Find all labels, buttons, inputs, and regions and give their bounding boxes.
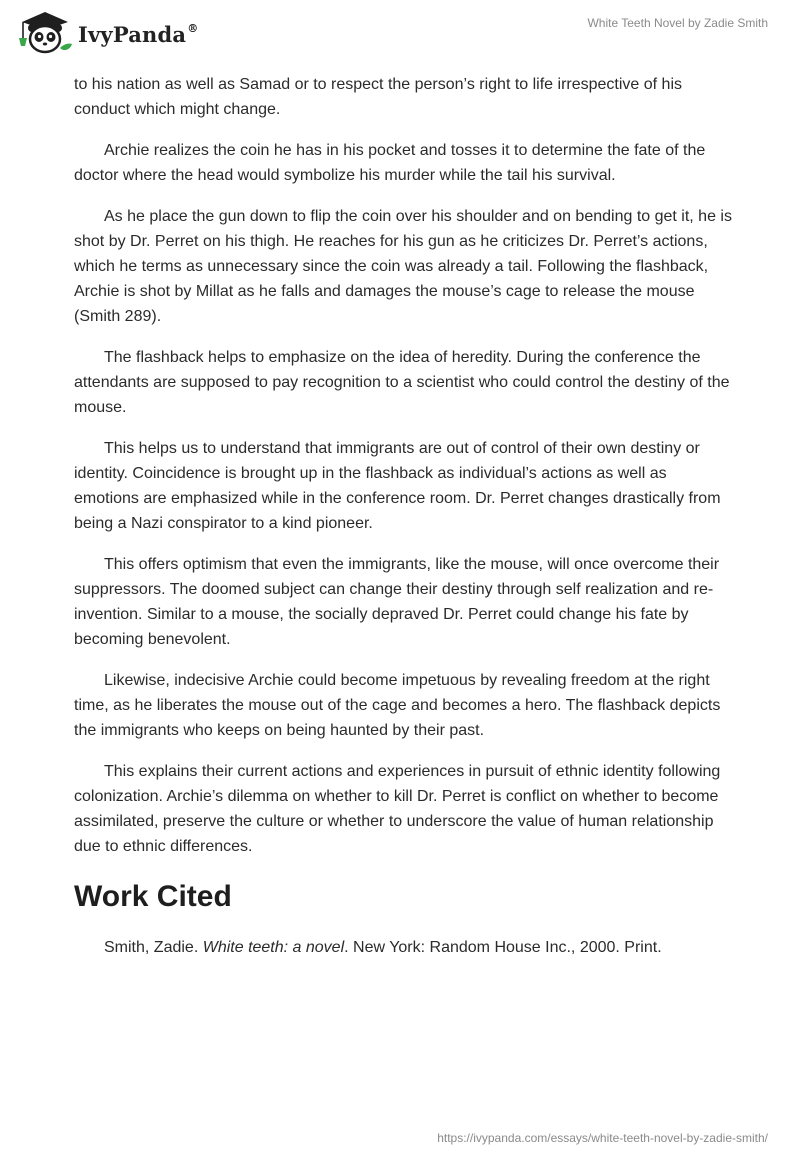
citation-entry — [74, 935, 734, 960]
paragraph: Likewise, indecisive Archie could become impetuous by revealing freedom at the right time, as he liberates the mouse out of the cage and becomes a hero. The flashback depicts the immigrants who keeps on being haunted by their past. — [74, 672, 721, 739]
paragraph: to his nation as well as Samad or to respect the person’s right to life irrespective of his conduct which might change. — [74, 76, 683, 118]
citation-publication: . New York: Random House Inc., 2000. Print. — [344, 939, 662, 956]
paragraph: Archie realizes the coin he has in his pocket and tosses it to determine the fate of the doctor where the head would symbolize his murder while the tail his survival. — [74, 142, 706, 184]
paragraph: This helps us to understand that immigrants are out of control of their own destiny or identity. Coincidence is brought up in the flashback as individual’s actions as well as emotions are emphasized while in the conference room. Dr. Perret changes drastically from being a Nazi conspirator to a kind pioneer. — [74, 440, 721, 532]
running-title: White Teeth Novel by Zadie Smith — [587, 16, 768, 30]
works-cited-heading: Work Cited — [74, 880, 232, 913]
paragraph: This explains their current actions and experiences in pursuit of ethnic identity following colonization. Archie’s dilemma on whether to kill Dr. Perret is conflict on whether to become assimilated, preserve the culture or whether to underscore the value of human relationship due to ethnic differences. — [74, 763, 721, 855]
paragraph: As he place the gun down to flip the coin over his shoulder and on bending to get it, he is shot by Dr. Perret on his thigh. He reaches for his gun as he criticizes Dr. Perret’s actions, which he terms as unnecessary since the coin was already a tail. Following the flashback, Archie is shot by Millat as he falls and damages the mouse’s cage to release the mouse (Smith 289). — [74, 208, 732, 325]
citation-author: Smith, Zadie. — [104, 939, 199, 956]
page-header — [0, 0, 800, 70]
essay-body — [74, 72, 734, 960]
paragraph: This offers optimism that even the immigrants, like the mouse, will once overcome their suppressors. The doomed subject can change their destiny through self realization and re-invention. Similar to a mouse, the socially depraved Dr. Perret could change his fate by becoming benevolent. — [74, 556, 720, 648]
paragraph: The flashback helps to emphasize on the idea of heredity. During the conference the attendants are supposed to pay recognition to a scientist who could control the destiny of the mouse. — [74, 349, 730, 416]
ivypanda-logo-icon[interactable] — [14, 8, 76, 54]
citation-title: White teeth: a novel — [202, 939, 345, 956]
brand-name[interactable]: IvyPanda® — [78, 22, 199, 47]
footer-url[interactable]: https://ivypanda.com/essays/white-teeth-novel-by-zadie-smith/ — [437, 1131, 768, 1145]
